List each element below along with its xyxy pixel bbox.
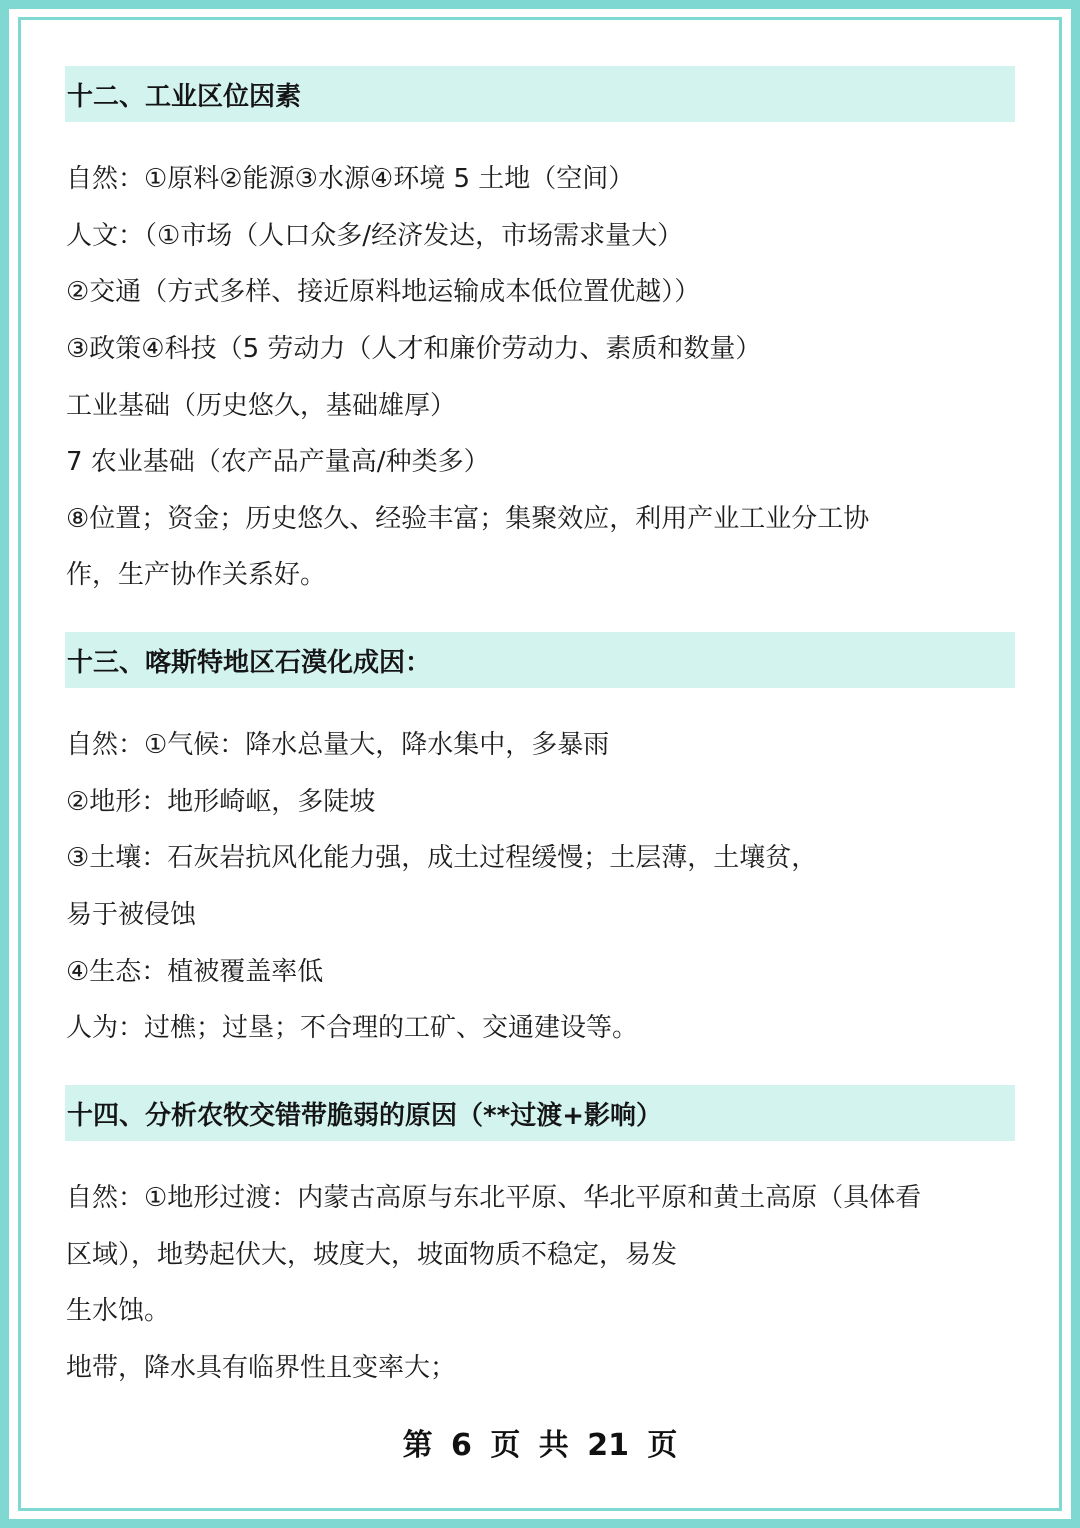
section-14-heading (65, 1085, 1015, 1141)
section-12-line-5: 工业基础（历史悠久，基础雄厚） (66, 391, 457, 421)
section-12-line-1: 自然：①原料②能源③水源④环境 5 土地（空间） (66, 164, 635, 194)
section-14-line-1: 自然：①地形过渡：内蒙古高原与东北平原、华北平原和黄土高原（具体看 (66, 1183, 922, 1213)
section-14-line-3: 生水蚀。 (66, 1296, 171, 1326)
section-12-line-4: ③政策④科技（5 劳动力（人才和廉价劳动力、素质和数量） (66, 334, 762, 364)
section-12-line-8: 作，生产协作关系好。 (66, 560, 327, 590)
section-14-line-2: 区域），地势起伏大，坡度大，坡面物质不稳定，易发 (66, 1240, 678, 1270)
section-14-title: 十四、分析农牧交错带脆弱的原因（**过渡+影响） (67, 1100, 662, 1131)
section-12-line-2: 人文：（①市场（人口众多/经济发达，市场需求量大） (66, 221, 684, 251)
section-13-line-4: 易于被侵蚀 (66, 900, 197, 930)
section-13-heading (65, 632, 1015, 688)
section-13-line-2: ②地形：地形崎岖，多陡坡 (66, 787, 376, 817)
section-12-line-7: ⑧位置；资金；历史悠久、经验丰富；集聚效应，利用产业工业分工协 (66, 504, 870, 534)
section-14-line-4: 地带，降水具有临界性且变率大； (66, 1353, 457, 1383)
section-13-line-6: 人为：过樵；过垦；不合理的工矿、交通建设等。 (66, 1013, 639, 1043)
section-12-heading (65, 66, 1015, 122)
section-12-line-6: 7 农业基础（农产品产量高/种类多） (66, 447, 490, 477)
section-13-line-1: 自然：①气候：降水总量大，降水集中，多暴雨 (66, 730, 610, 760)
section-13-line-5: ④生态：植被覆盖率低 (66, 957, 324, 987)
page-number-footer: 第 6 页 共 21 页 (402, 1428, 678, 1463)
section-12-line-3: ②交通（方式多样、接近原料地运输成本低位置优越）） (66, 277, 701, 307)
section-13-line-3: ③土壤：石灰岩抗风化能力强，成土过程缓慢；土层薄，土壤贫， (66, 843, 818, 873)
section-13-title: 十三、喀斯特地区石漠化成因： (67, 647, 432, 678)
section-12-title: 十二、工业区位因素 (67, 81, 302, 112)
